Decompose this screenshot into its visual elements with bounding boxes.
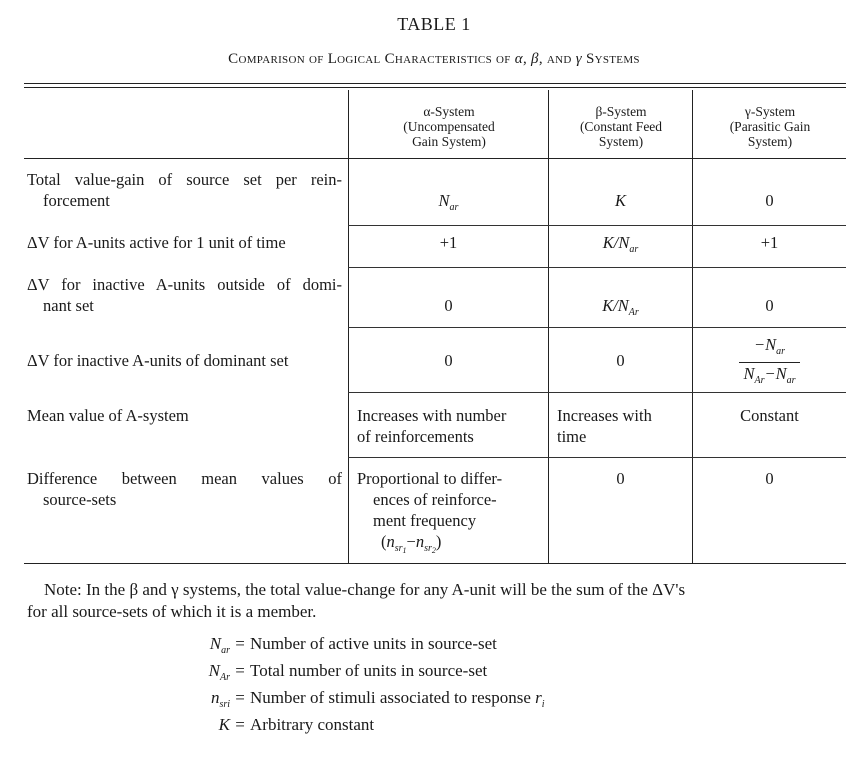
header-bottom-rule — [24, 158, 846, 159]
cell-r3-alpha: 0 — [444, 296, 453, 315]
cell-r6-beta: 0 — [616, 469, 625, 488]
row-label-inactive-outside-l1: ΔV for inactive A-units outside of domi- — [27, 275, 342, 294]
gamma-fraction-denominator: $N_{Ar}-N_{ar}$ — [739, 362, 799, 391]
cell-r5-gamma: Constant — [740, 406, 799, 425]
gamma-fraction — [739, 334, 799, 391]
row-rule-1 — [348, 225, 846, 226]
row-label-active-units: ΔV for A-units active for 1 unit of time — [27, 233, 286, 252]
gamma-fraction-numerator: $-N_{ar}$ — [753, 335, 786, 357]
cell-r1-beta: K — [614, 191, 626, 210]
cell-r2-gamma: +1 — [760, 233, 779, 252]
definition-item: K = Arbitrary constant — [218, 715, 375, 734]
row-label-total-value-gain-l1: Total value-gain of source set per rein- — [27, 170, 342, 189]
row-label-mean-value: Mean value of A-system — [27, 406, 189, 425]
row-label-inactive-outside — [27, 274, 342, 316]
subtitle-prefix: Comparison of Logical Characteristics of — [228, 51, 515, 67]
column-header-gamma-l1: γ-System — [744, 104, 796, 119]
table-bottom-rule — [24, 563, 846, 564]
column-header-beta-l3: System) — [598, 134, 644, 149]
top-double-rule-2 — [24, 87, 846, 88]
column-header-gamma — [695, 104, 845, 149]
cell-r5-beta: Increases with time — [557, 406, 652, 446]
definition-item: $N_{ar}$ = Number of active units in source-set — [209, 634, 497, 656]
column-header-alpha-l2: (Uncompensated — [403, 119, 495, 134]
cell-r4-gamma — [693, 334, 846, 391]
cell-r6-gamma: 0 — [765, 469, 774, 488]
definition-item: $n_{sri}$ = Number of stimuli associated to response $r_i$ — [210, 688, 545, 710]
subtitle-sep1: , — [522, 51, 532, 67]
table-note-line2: for all source-sets of which it is a member. — [27, 602, 317, 621]
frequency-difference-expression: $(n_{sr_1}-n_{sr_2})$ — [381, 532, 442, 555]
column-header-gamma-l2: (Parasitic Gain — [729, 119, 811, 134]
column-header-alpha-l1: α-System — [423, 104, 475, 119]
subtitle-suffix: Systems — [581, 51, 640, 67]
table-note-line1: Note: In the β and γ systems, the total value-change for any A-unit will be the sum of the ΔV's — [44, 580, 686, 599]
subtitle-sep2: , and — [538, 51, 576, 67]
cell-r3-gamma: 0 — [765, 296, 774, 315]
cell-r1-alpha: $N_{ar}$ — [438, 191, 459, 213]
row-label-total-value-gain-l2: forcement — [43, 191, 110, 210]
symbol-definitions — [150, 634, 545, 742]
row-label-inactive-dominant: ΔV for inactive A-units of dominant set — [27, 351, 289, 370]
table-note — [27, 579, 847, 623]
row-label-difference — [27, 468, 342, 510]
row-rule-2 — [348, 267, 846, 268]
cell-r6-alpha: Proportional to differ- ences of reinforce- ment frequency $(n_{sr_1}-n_{sr_2})$ — [357, 468, 542, 561]
cell-r2-beta: $K/N_{ar}$ — [602, 233, 639, 255]
cell-r5-alpha: Increases with number of reinforcements — [357, 406, 507, 446]
cell-r1-gamma: 0 — [765, 191, 774, 210]
row-rule-5 — [348, 457, 846, 458]
subtitle-alpha: α — [514, 51, 523, 67]
cell-r4-alpha: 0 — [444, 351, 453, 370]
column-header-alpha-l3: Gain System) — [412, 134, 486, 149]
row-label-total-value-gain — [27, 169, 342, 211]
subtitle-beta: β — [531, 51, 539, 67]
cell-r2-alpha: +1 — [439, 233, 458, 252]
cell-r4-beta: 0 — [616, 351, 625, 370]
column-header-beta — [551, 104, 691, 149]
row-label-inactive-outside-l2: nant set — [43, 296, 94, 315]
column-header-beta-l2: (Constant Feed — [579, 119, 663, 134]
subtitle-gamma: γ — [575, 51, 582, 67]
row-rule-4 — [348, 392, 846, 393]
top-double-rule-1 — [24, 83, 846, 84]
column-header-beta-l1: β-System — [595, 104, 647, 119]
column-header-alpha — [352, 104, 546, 149]
row-rule-3 — [348, 327, 846, 328]
cell-r3-beta: $K/N_{Ar}$ — [602, 296, 639, 318]
definition-item: $N_{Ar}$ = Total number of units in source-set — [208, 661, 488, 683]
table-subtitle — [0, 51, 868, 68]
table-title: TABLE 1 — [397, 14, 471, 34]
column-header-gamma-l3: System) — [747, 134, 793, 149]
row-label-difference-l1: Difference between mean values of — [27, 469, 342, 488]
row-label-difference-l2: source-sets — [43, 490, 117, 509]
